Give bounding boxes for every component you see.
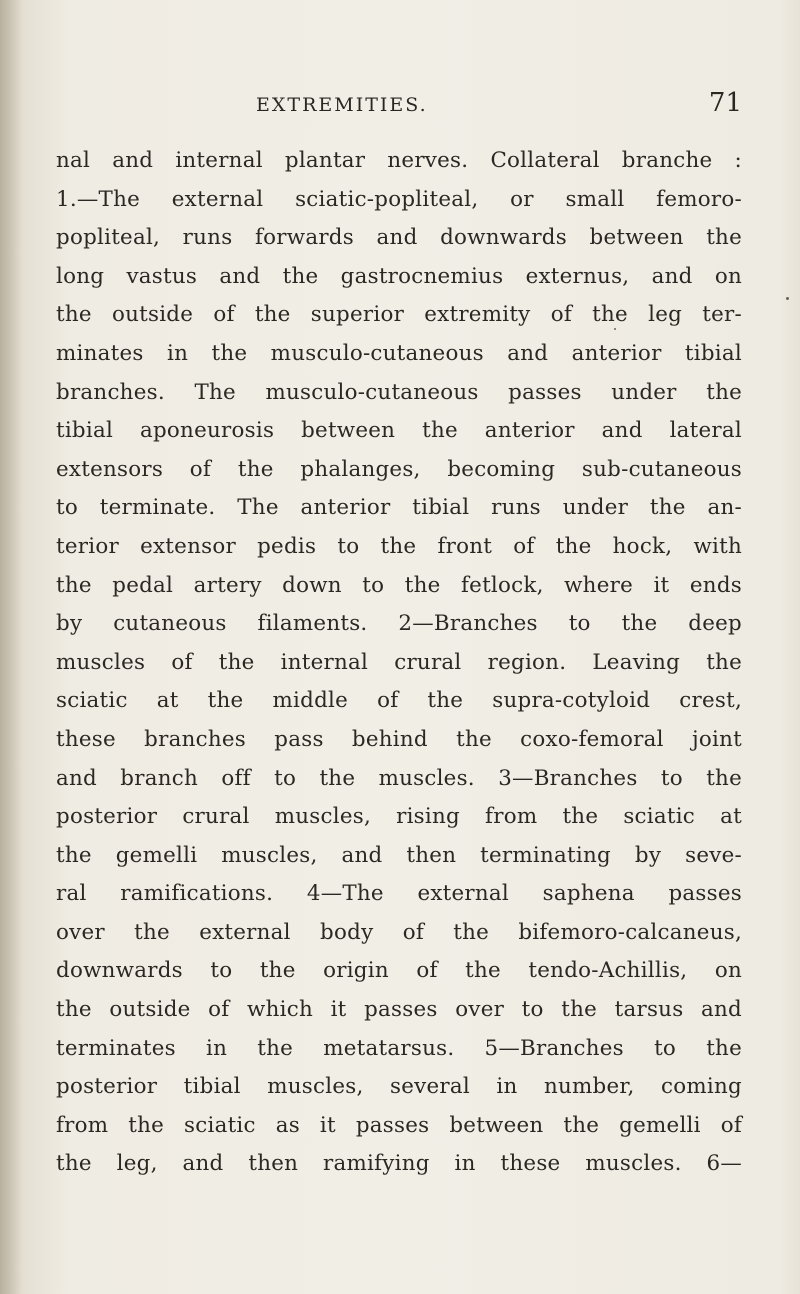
page-number: 71 <box>708 88 742 118</box>
text-line: the pedal artery down to the fetlock, where it ends <box>56 572 742 598</box>
text-line: posterior crural muscles, rising from the sciatic at <box>56 804 742 830</box>
text-line: the outside of which it passes over to the tarsus and <box>56 997 742 1023</box>
text-line: tibial aponeurosis between the anterior and lateral <box>56 418 742 444</box>
text-line: by cutaneous filaments. 2—Branches to the deep <box>56 611 742 637</box>
body-text <box>56 142 742 1184</box>
text-line: these branches pass behind the coxo-femoral joint <box>56 726 742 752</box>
text-line: terior extensor pedis to the front of the hock, with <box>56 533 742 559</box>
text-line: sciatic at the middle of the supra-cotyloid crest, <box>56 688 742 714</box>
text-line: over the external body of the bifemoro-calcaneus, <box>56 919 742 945</box>
text-line: popliteal, runs forwards and downwards between the <box>56 225 742 251</box>
paper-speck <box>786 297 789 300</box>
page-edge-shadow <box>0 0 22 1294</box>
text-line: terminates in the metatarsus. 5—Branches to the <box>56 1035 742 1061</box>
text-line: branches. The musculo-cutaneous passes under the <box>56 379 742 405</box>
text-line: ral ramifications. 4—The external saphena passes <box>56 881 742 907</box>
text-line: to terminate. The anterior tibial runs under the an- <box>56 495 742 521</box>
text-line: and branch off to the muscles. 3—Branches to the <box>56 765 742 791</box>
text-line: downwards to the origin of the tendo-Achillis, on <box>56 958 742 984</box>
text-line: extensors of the phalanges, becoming sub-cutaneous <box>56 456 742 482</box>
text-line: the gemelli muscles, and then terminating by seve- <box>56 842 742 868</box>
text-line: posterior tibial muscles, several in number, coming <box>56 1074 742 1100</box>
text-line: the outside of the superior extremity of the leg ter- <box>56 302 742 328</box>
text-line: the leg, and then ramifying in these muscles. 6— <box>56 1151 742 1177</box>
text-line: from the sciatic as it passes between the gemelli of <box>56 1112 742 1138</box>
text-line: long vastus and the gastrocnemius externus, and on <box>56 263 742 289</box>
text-line: 1.—The external sciatic-popliteal, or small femoro- <box>56 186 742 212</box>
text-line: muscles of the internal crural region. Leaving the <box>56 649 742 675</box>
paper-speck <box>614 328 616 330</box>
running-title: EXTREMITIES. <box>256 94 428 116</box>
text-line: nal and internal plantar nerves. Collateral branche : <box>56 148 742 173</box>
text-line: minates in the musculo-cutaneous and anterior tibial <box>56 340 742 366</box>
running-head <box>56 88 742 128</box>
